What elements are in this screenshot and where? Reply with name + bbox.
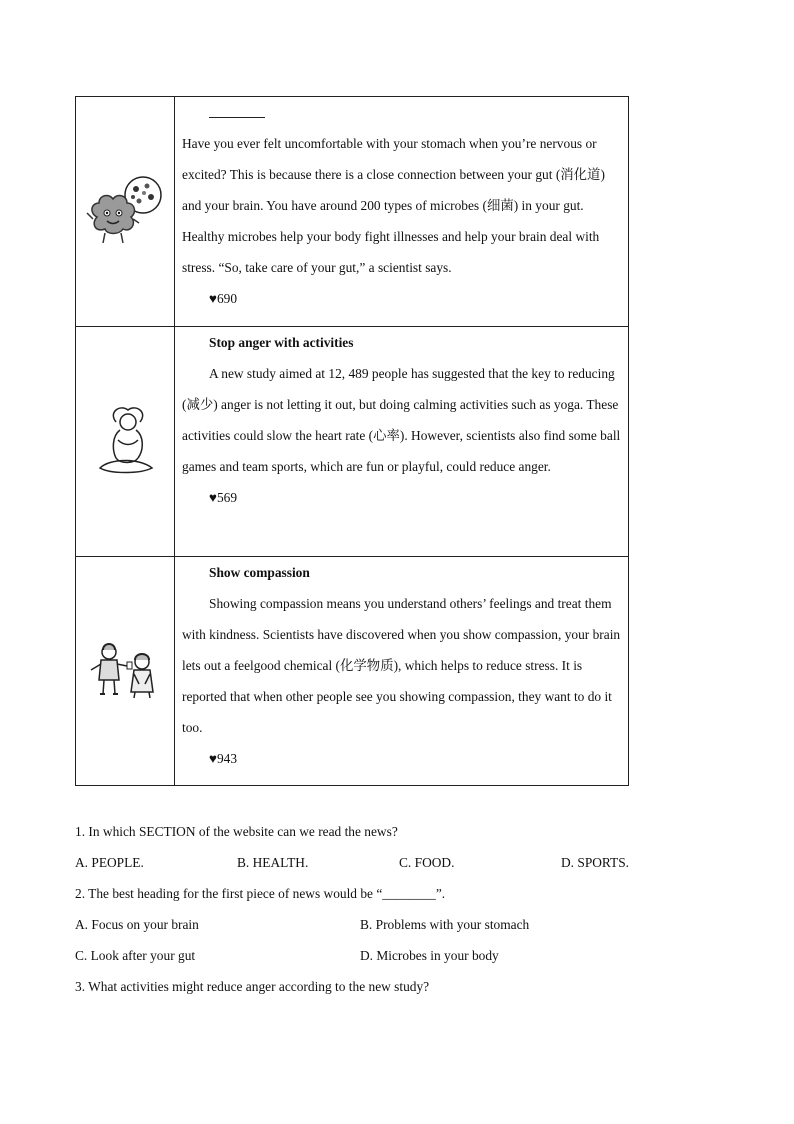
option-b[interactable]: B. Problems with your stomach <box>360 917 530 932</box>
question-2-options-row-2 <box>75 940 645 971</box>
yoga-figure-icon <box>90 402 160 482</box>
news-heading-blank <box>182 97 622 128</box>
news-heading: Stop anger with activities <box>209 335 354 350</box>
questions-section <box>75 816 645 1002</box>
news-item-gut <box>76 97 628 326</box>
question-1: 1. In which SECTION of the website can we read the news? <box>75 824 398 839</box>
news-item-compassion <box>76 556 628 785</box>
option-c[interactable]: C. Look after your gut <box>75 948 196 963</box>
news-table <box>75 96 629 786</box>
question-1-options <box>75 847 645 878</box>
likes-count: ♥943 <box>209 751 238 766</box>
option-d[interactable]: D. Microbes in your body <box>360 948 499 963</box>
yoga-figure-cell <box>76 327 175 556</box>
gut-cartoon-icon <box>83 173 167 251</box>
option-a[interactable]: A. Focus on your brain <box>75 917 199 932</box>
two-children-icon <box>87 636 163 706</box>
news-paragraph: Showing compassion means you understand others’ feelings and treat them with kindness. Scientists have discovered when you show compassion, your brain lets out a feelgood chemical (化学物质), which helps to reduce stress. It is reported that when other people see you showing compassion, they want to do it too. <box>182 596 621 735</box>
news-item-anger <box>76 326 628 556</box>
news-paragraph: Have you ever felt uncomfortable with your stomach when you’re nervous or excited? This is because there is a close connection between your gut (消化道) and your brain. You have around 200 types of microbes (细菌) in your gut. Healthy microbes help your body fight illnesses and help your brain deal with stress. “So, take care of your gut,” a scientist says. <box>182 136 605 275</box>
question-3: 3. What activities might reduce anger according to the new study? <box>75 979 430 994</box>
question-2-options-row-1 <box>75 909 645 940</box>
option-d[interactable]: D. SPORTS. <box>561 855 630 870</box>
news-paragraph: A new study aimed at 12, 489 people has suggested that the key to reducing (减少) anger is not letting it out, but doing calming activities such as yoga. These activities could slow the heart rate (心率). However, scientists also find some ball games and team sports, which are fun or playful, could reduce anger. <box>182 366 621 474</box>
two-children-cell <box>76 557 175 785</box>
gut-cartoon-cell <box>76 97 175 326</box>
news-text-gut <box>175 97 628 326</box>
likes-count: ♥690 <box>209 291 238 306</box>
option-b[interactable]: B. HEALTH. <box>237 855 309 870</box>
news-text-compassion <box>175 557 628 785</box>
heading-blank-line <box>209 101 265 118</box>
news-heading: Show compassion <box>209 565 310 580</box>
news-text-anger <box>175 327 628 556</box>
likes-count: ♥569 <box>209 490 238 505</box>
question-2: 2. The best heading for the first piece of news would be “________”. <box>75 886 446 901</box>
option-a[interactable]: A. PEOPLE. <box>75 855 144 870</box>
option-c[interactable]: C. FOOD. <box>399 855 455 870</box>
